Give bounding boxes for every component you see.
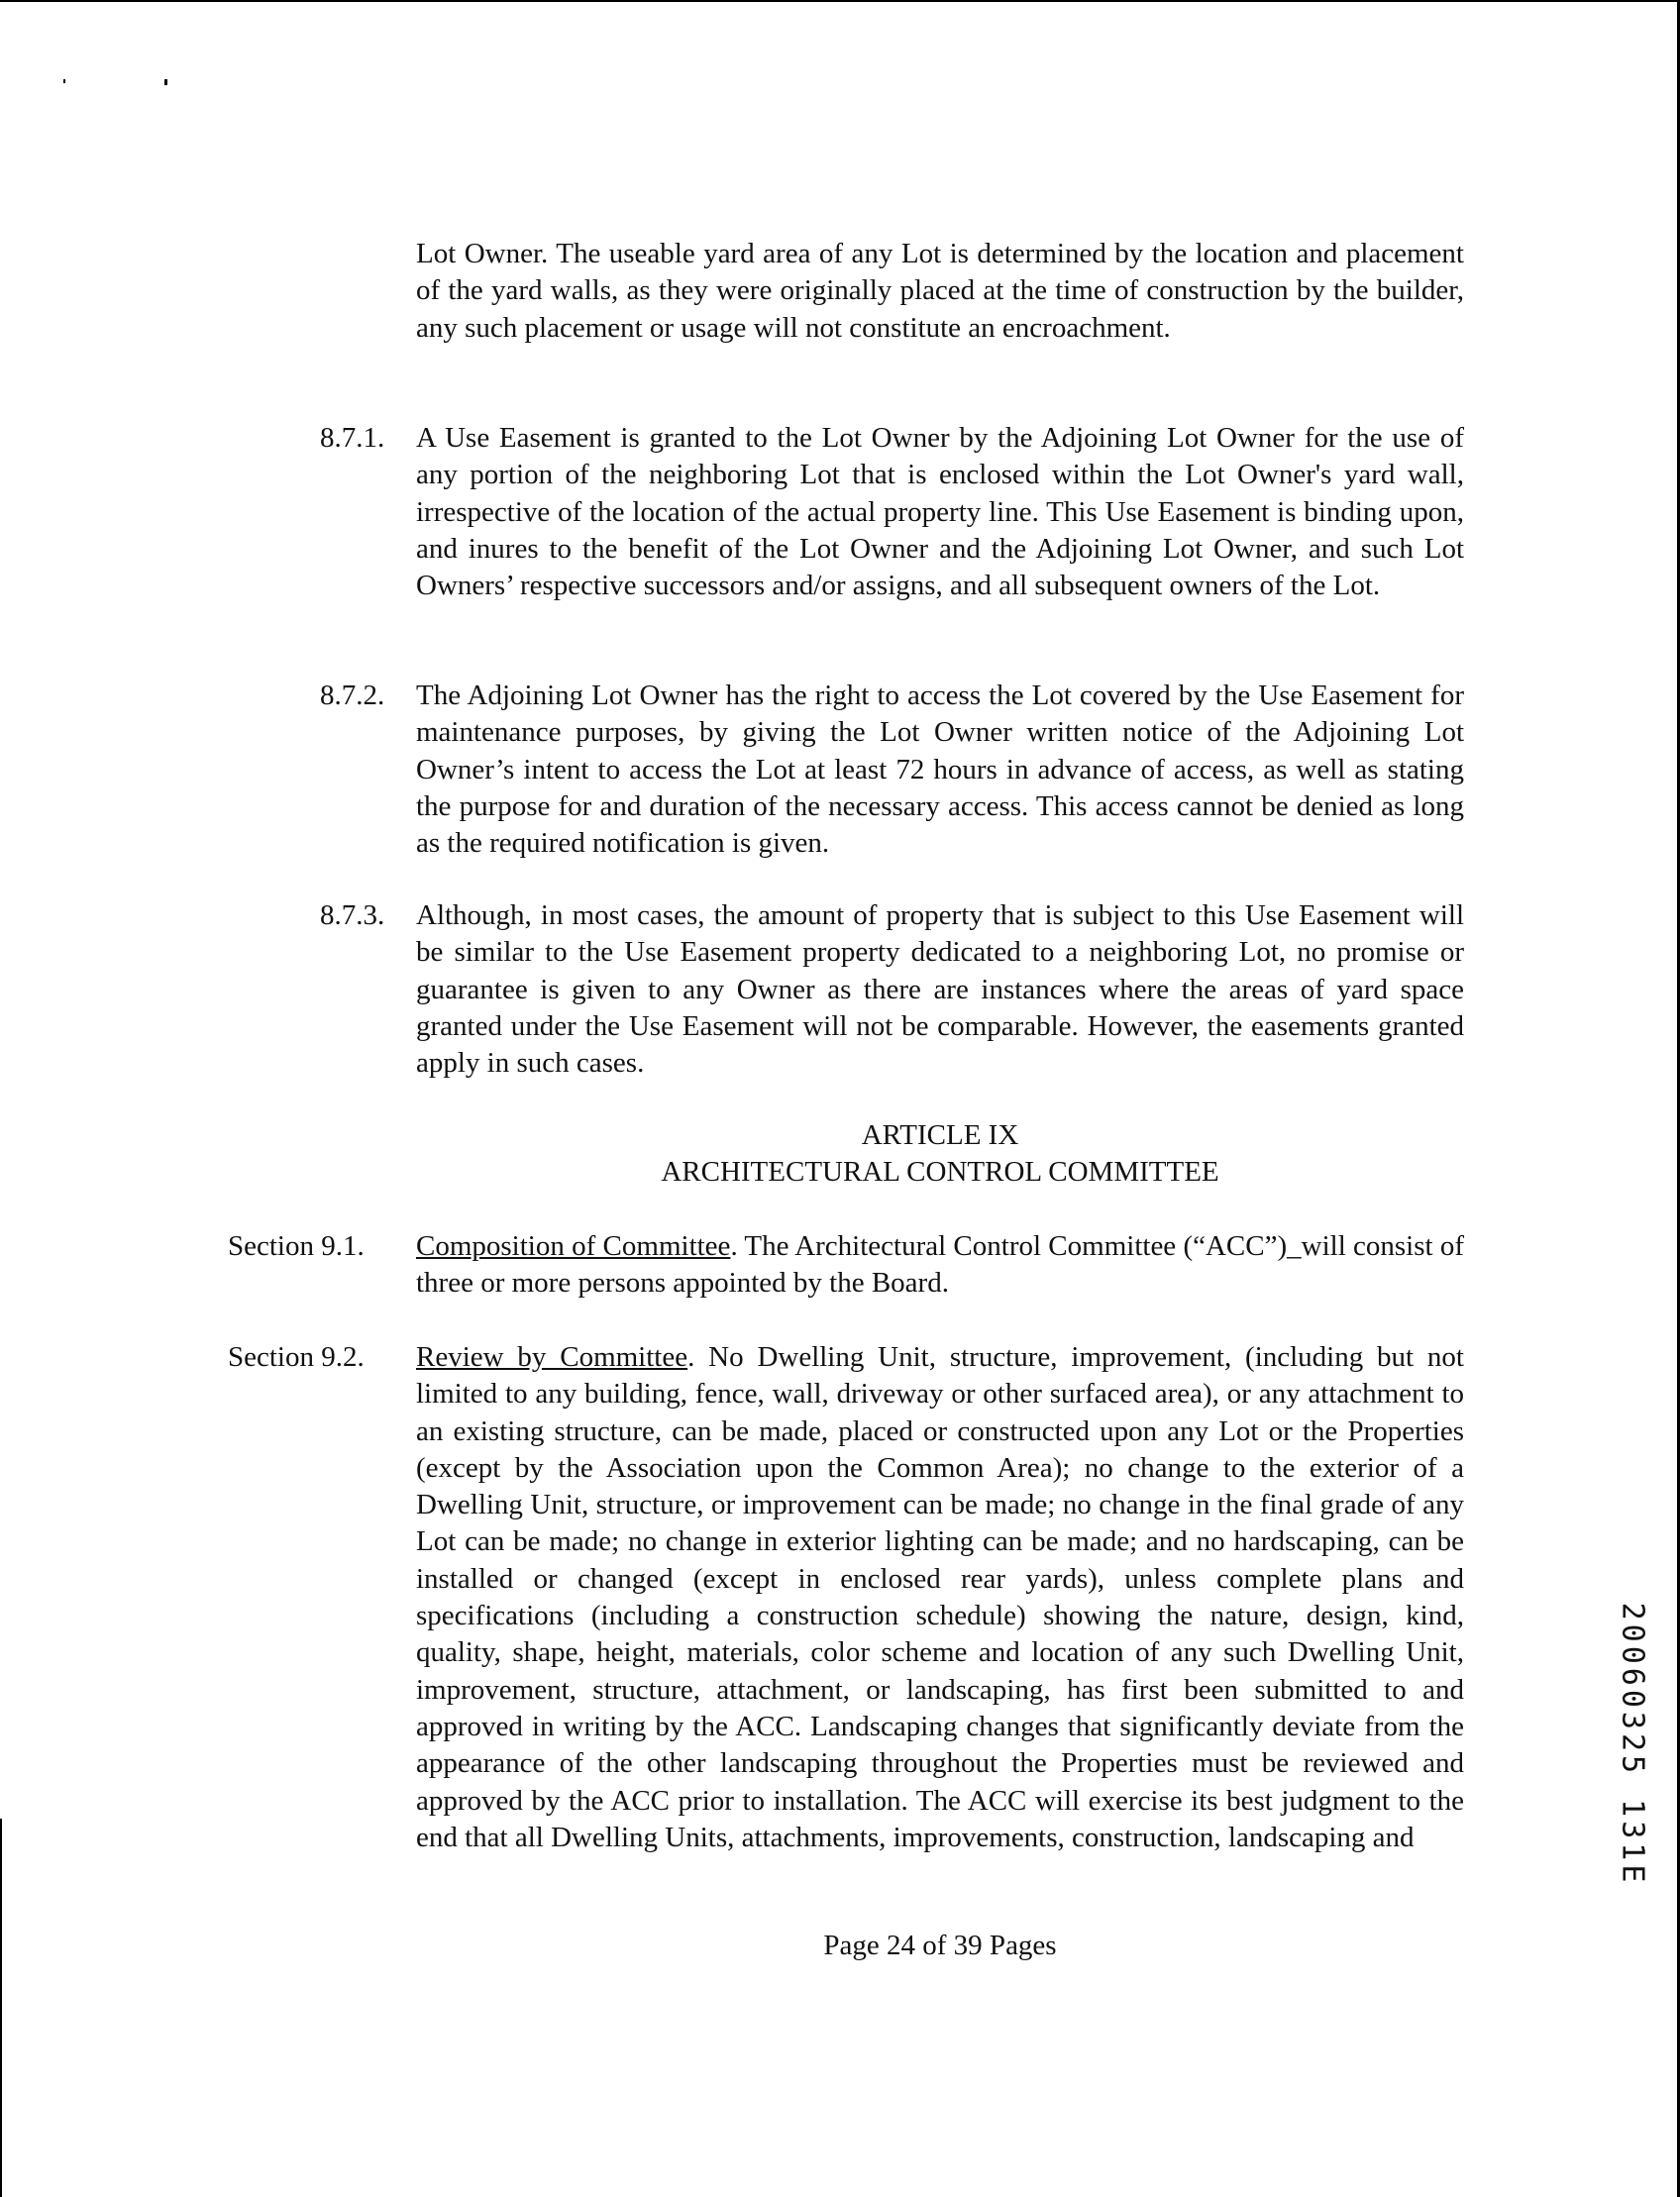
section-body: . The Architectural Control Committee (“ACC”)_will consist of three or more persons appointed by the Board. [416, 1230, 1465, 1300]
subsection-text: Although, in most cases, the amount of property that is subject to this Use Easement will be similar to the Use Easement property dedicated to a neighboring Lot, no promise or guarantee is given to any Owner as there are instances where the areas of yard space granted under the Use Easement will not be comparable. However, the easements granted apply in such cases. [416, 899, 1464, 1080]
page-number: Page 24 of 39 Pages [823, 1930, 1057, 1961]
document-stamp [1613, 1596, 1652, 1893]
subsection-number: 8.7.1. [320, 422, 385, 454]
intro-paragraph: Lot Owner. The useable yard area of any Lot is determined by the location and placement of the yard walls, as they were originally placed at the time of construction by the builder, any such placement or usage will not constitute an encroachment. [416, 238, 1464, 344]
section-label: Section 9.2. [228, 1341, 365, 1373]
section-body: . No Dwelling Unit, structure, improvement, (including but not limited to any building, fence, wall, driveway or other surfaced area), or any attachment to an existing structure, can be made, placed or constructed upon any Lot or the Properties (except by the Association upon the Common Area); no change to the exterior of a Dwelling Unit, structure, or improvement can be made; no change in the final grade of any Lot can be made; no change in exterior lighting can be made; and no hardscaping, can be installed or changed (except in enclosed rear yards), unless complete plans and specifications (including a construction schedule) showing the nature, design, kind, quality, shape, height, materials, color scheme and location of any such Dwelling Unit, improvement, structure, attachment, or landscaping, has first been submitted to and approved in writing by the ACC. Landscaping changes that significantly deviate from the appearance of the other landscaping throughout the Properties must be reviewed and approved by the ACC prior to installation. The ACC will exercise its best judgment to the end that all Dwelling Units, attachments, improvements, construction, landscaping and [416, 1341, 1464, 1853]
section-text [416, 1228, 1464, 1303]
subsection-text: A Use Easement is granted to the Lot Owner by the Adjoining Lot Owner for the use of any portion of the neighboring Lot that is enclosed within the Lot Owner's yard wall, irrespective of the location of the actual property line. This Use Easement is binding upon, and inures to the benefit of the Lot Owner and the Adjoining Lot Owner, and such Lot Owners’ respective successors and/or assigns, and all subsequent owners of the Lot. [416, 422, 1464, 602]
stamp-number: 20060325 131E [1615, 1602, 1650, 1887]
subsection-number: 8.7.3. [320, 899, 385, 931]
article-title: ARCHITECTURAL CONTROL COMMITTEE [661, 1156, 1219, 1188]
section-text [416, 1339, 1464, 1856]
page-border-left-dash [0, 1819, 2, 2197]
subsection-number: 8.7.2. [320, 680, 385, 711]
section-heading: Composition of Committee [416, 1230, 731, 1262]
article-number: ARTICLE IX [861, 1119, 1019, 1151]
subsection-text: The Adjoining Lot Owner has the right to access the Lot covered by the Use Easement for maintenance purposes, by giving the Lot Owner written notice of the Adjoining Lot Owner’s intent to access the Lot at least 72 hours in advance of access, as well as stating the purpose for and duration of the necessary access. This access cannot be denied as long as the required notification is given. [416, 680, 1464, 860]
page-border-top [0, 0, 1680, 2]
scan-speck [164, 79, 167, 85]
scan-speck [63, 79, 65, 83]
section-label: Section 9.1. [228, 1230, 365, 1262]
section-heading: Review by Committee [416, 1341, 688, 1373]
